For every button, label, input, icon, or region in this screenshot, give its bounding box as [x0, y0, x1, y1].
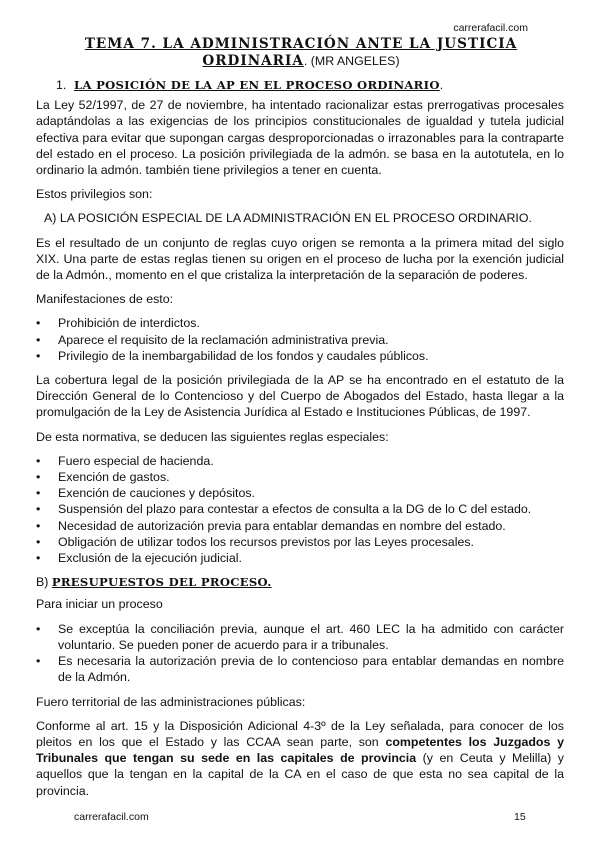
bullet-icon: •: [36, 518, 41, 533]
list-item: • Suspensión del plazo para contestar a efectos de consulta a la DG de lo C del estado.: [36, 502, 532, 517]
paragraph-privilegios: Estos privilegios son:: [36, 187, 153, 202]
paragraph-cobertura-legal: La cobertura legal de la posición privilegiada de la AP se ha encontrado en el estatuto de la Dirección General de lo Contencioso y del Cuerpo de Abogados del Estado, hasta llegar a la promulgación de la Ley de Asistencia Jurídica al Estado e Instituciones Públicas, de 1997.: [36, 373, 564, 420]
list-item: • Exención de cauciones y depósitos.: [36, 486, 255, 501]
header-site-name: carrerafacil.com: [453, 22, 528, 34]
page-number: 15: [514, 811, 526, 823]
list-item: • Prohibición de interdictos.: [36, 316, 200, 331]
bullet-icon: •: [36, 551, 41, 566]
paragraph-iniciar-proceso: Para iniciar un proceso: [36, 597, 163, 612]
subsection-a-heading: A) LA POSICIÓN ESPECIAL DE LA ADMINISTRACIÓN EN EL PROCESO ORDINARIO.: [44, 211, 532, 226]
bullet-icon: •: [36, 621, 41, 636]
bullet-icon: •: [36, 470, 41, 485]
list-manifestaciones: [36, 315, 564, 364]
list-item: • Fuero especial de hacienda.: [36, 453, 214, 468]
title-line-2: ORDINARIA: [202, 53, 304, 69]
bullet-icon: •: [36, 453, 41, 468]
subsection-b-title: PRESUPUESTOS DEL PROCESO.: [51, 575, 272, 590]
title-line-2-suffix: . (MR ANGELES): [303, 54, 400, 68]
bullet-icon: •: [36, 534, 41, 549]
section-1-number: 1.: [56, 78, 67, 92]
bullet-icon: •: [36, 502, 41, 517]
section-1-title: LA POSICIÓN DE LA AP EN EL PROCESO ORDINARIO: [74, 78, 440, 92]
footer-site-name: carrerafacil.com: [74, 811, 149, 823]
paragraph-ley-52-1997: La Ley 52/1997, de 27 de noviembre, ha intentado racionalizar estas prerrogativas procesales adaptándolas a las exigencias de los principios constitucionales de igualdad y tutela judicial efectiva para evitar que supongan cargas desproporcionadas o irrazonables para la contraparte del estado en el proceso. La posición privilegiada de la admón. se basa en la autotutela, en lo ordinario la admón. también tiene privilegios a tener en cuenta.: [36, 98, 564, 178]
paragraph-manifestaciones: Manifestaciones de esto:: [36, 292, 174, 307]
paragraph-competencia: Conforme al art. 15 y la Disposición Adicional 4-3º de la Ley señalada, para conocer de los pleitos en los que el Estado y las CCAA sean parte, son competentes los Juzgados y Tribunales que tengan su sede en las capitales de provincia (y en Ceuta y Melilla) y aquellos que la tengan en la capital de la CA en el caso de que esta no sea capital de la provincia.: [36, 718, 565, 798]
section-1-heading: [56, 77, 564, 93]
list-item: • Privilegio de la inembargabilidad de los fondos y caudales públicos.: [36, 348, 429, 363]
subsection-b-prefix: B): [36, 575, 52, 590]
bullet-icon: •: [36, 316, 41, 331]
list-item: • Obligación de utilizar todos los recursos previstos por las Leyes procesales.: [36, 534, 474, 549]
section-1-title-suffix: .: [439, 78, 444, 92]
list-item: • Exclusión de la ejecución judicial.: [36, 551, 242, 566]
list-item: • Aparece el requisito de la reclamación administrativa previa.: [36, 332, 389, 347]
bullet-icon: •: [36, 332, 41, 347]
document-body: [36, 77, 564, 807]
list-item: • Exención de gastos.: [36, 470, 170, 485]
subsection-b-heading: [36, 574, 564, 590]
list-presupuestos: [36, 621, 564, 686]
competencia-bold-text: competentes los Juzgados y Tribunales que tengan su sede en las capitales de provincia: [36, 734, 565, 766]
paragraph-origen-reglas: Es el resultado de un conjunto de reglas cuyo origen se remonta a la primera mitad del siglo XIX. Una parte de estas reglas tienen su origen en el proceso de lucha por la exención judicial de la Admón., momento en el que cristaliza la interpretación de la separación de poderes.: [36, 235, 564, 283]
list-reglas-especiales: [36, 453, 564, 566]
paragraph-reglas-especiales: De esta normativa, se deducen las siguientes reglas especiales:: [36, 429, 389, 444]
paragraph-fuero-territorial: Fuero territorial de las administraciones públicas:: [36, 694, 306, 709]
bullet-icon: •: [36, 348, 41, 363]
title-line-1: TEMA 7. LA ADMINISTRACIÓN ANTE LA JUSTICIA: [84, 36, 518, 52]
list-item: • Necesidad de autorización previa para entablar demandas en nombre del estado.: [36, 518, 506, 533]
bullet-icon: •: [36, 486, 41, 501]
list-item: • Se exceptúa la conciliación previa, aunque el art. 460 LEC la ha admitido con carácter voluntario. Se pueden poner de acuerdo para ir a tribunales.: [36, 621, 564, 652]
list-item: • Es necesaria la autorización previa de lo contencioso para entablar demandas en nombre de la Admón.: [36, 654, 564, 685]
bullet-icon: •: [36, 654, 41, 669]
document-title: [36, 36, 566, 70]
